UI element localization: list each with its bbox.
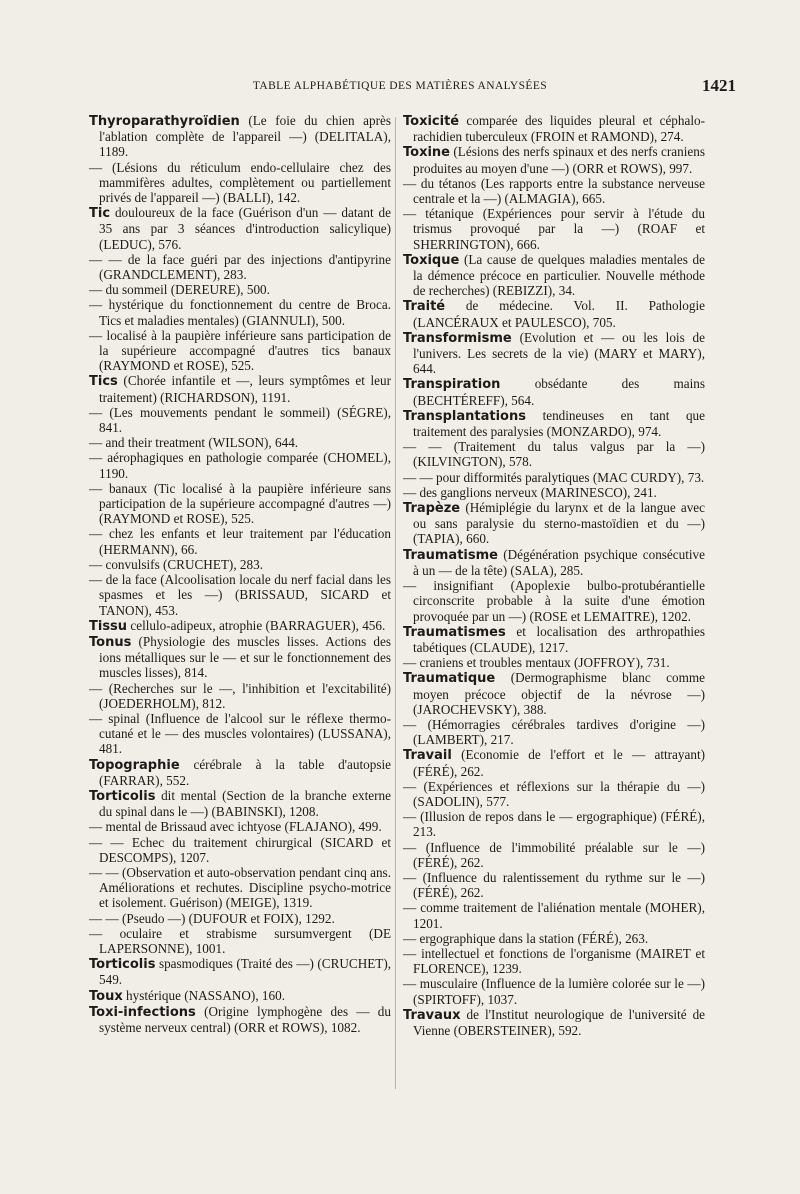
page-header [60, 76, 740, 100]
index-entry [89, 681, 391, 711]
entry-text: (Chorée infantile et —, leurs symptômes et leur traitement) (RICHARDSON), 1191. [99, 373, 391, 405]
index-entry [403, 500, 705, 547]
index-entry [403, 779, 705, 809]
entry-headword: Topographie [89, 757, 180, 773]
index-entry [89, 252, 391, 282]
entry-headword: Travail [403, 748, 452, 764]
entry-text: de médecine. Vol. II. Pathologie (LANCÉRAUX et PAULESCO), 705. [413, 298, 705, 330]
page-number: 1421 [702, 76, 736, 95]
entry-text: — (Hémorragies cérébrales tardives d'origine —) (LAMBERT), 217. [403, 716, 705, 748]
index-entry [89, 450, 391, 480]
right-column [403, 113, 705, 1038]
index-entry [89, 557, 391, 572]
index-entry [403, 252, 705, 299]
index-entry [403, 717, 705, 747]
index-entry [89, 481, 391, 527]
entry-text: — — pour difformités paralytiques (MAC CURDY), 73. [403, 469, 705, 485]
index-entry [89, 634, 391, 681]
entry-text: (Dégénération psychique consécutive à un — de la tête) (SALA), 285. [413, 546, 705, 578]
index-entry [403, 144, 705, 175]
entry-headword: Traumatisme [403, 547, 498, 563]
index-entry [403, 840, 705, 870]
entry-headword: Torticolis [89, 788, 156, 804]
entry-headword: Tissu [89, 618, 128, 634]
entry-text: (Evolution et — ou les lois de l'univers. Les secrets de la vie) (MARY et MARY), 644. [413, 329, 706, 377]
entry-headword: Toxique [403, 252, 460, 268]
entry-text: — (Illusion de repos dans le — ergographique) (FÉRÉ), 213. [403, 809, 705, 840]
index-entry [89, 926, 391, 956]
entry-headword: Travaux [403, 1007, 461, 1023]
entry-text: — ergographique dans la station (FÉRÉ), 263. [403, 930, 649, 946]
entry-text: — (Recherches sur le —, l'inhibition et l'excitabilité) (JOEDERHOLM), 812. [89, 680, 391, 711]
index-entry [403, 376, 705, 407]
entry-text: — chez les enfants et leur traitement par l'éducation (HERMANN), 66. [89, 526, 391, 557]
entry-text: — insignifiant (Apoplexie bulbo-protubérantielle circonscrite probable à la suite d'une émotion provoquée par un —) (ROSE et LEMAITRE), 1202. [403, 578, 705, 624]
index-entry [89, 819, 391, 834]
index-entry [89, 435, 391, 450]
index-entry [403, 547, 705, 578]
index-entry [403, 176, 705, 206]
entry-text: (Le foie du chien après l'ablation complète de l'appareil —) (DELITALA), 1189. [99, 113, 392, 160]
index-entry [403, 439, 705, 469]
entry-text: obsédante des mains (BECHTÉREFF), 564. [413, 376, 706, 408]
index-entry [89, 911, 391, 926]
entry-text: — aérophagiques en pathologie comparée (CHOMEL), 1190. [89, 450, 391, 481]
entry-text: — — (Traitement du talus valgus par la —) (KILVINGTON), 578. [403, 439, 705, 470]
entry-headword: Tic [89, 206, 111, 222]
index-entry [89, 1004, 391, 1035]
entry-text: — and their treatment (WILSON), 644. [89, 435, 299, 451]
index-entry [89, 618, 391, 634]
index-entry [403, 298, 705, 329]
entry-headword: Thyroparathyroïdien [89, 114, 240, 129]
index-entry [403, 330, 705, 377]
entry-headword: Traumatismes [403, 624, 506, 640]
index-entry [89, 835, 391, 865]
index-entry [89, 373, 391, 404]
index-entry [89, 757, 391, 788]
entry-text: douloureux de la face (Guérison d'un — datant de 35 ans par 3 séances d'introduction salicylique) (LEDUC), 576. [99, 205, 392, 252]
entry-text: — mental de Brissaud avec ichtyose (FLAJANO), 499. [89, 819, 382, 835]
entry-text: (Dermographisme blanc comme moyen précoce objectif de la névrose —) (JAROCHEVSKY), 388. [413, 670, 705, 717]
entry-text: — de la face (Alcoolisation locale du nerf facial dans les spasmes et les —) (BRISSAUD, SICARD et TANON), 453. [89, 572, 391, 618]
index-entry [403, 206, 705, 252]
index-entry [403, 470, 705, 485]
entry-headword: Transplantations [403, 408, 526, 424]
entry-text: — musculaire (Influence de la lumière colorée sur le —) (SPIRTOFF), 1037. [403, 976, 705, 1007]
entry-text: — — (Pseudo —) (DUFOUR et FOIX), 1292. [89, 910, 335, 926]
entry-text: — (Les mouvements pendant le sommeil) (SÉGRE), 841. [89, 404, 391, 436]
entry-text: — (Expériences et réflexions sur la thérapie du —) (SADOLIN), 577. [403, 778, 705, 809]
entry-headword: Toxicité [403, 114, 460, 129]
index-entry [403, 655, 705, 670]
entry-text: — comme traitement de l'aliénation mentale (MOHER), 1201. [403, 900, 705, 931]
entry-text: (La cause de quelques maladies mentales de la démence précoce en particulier. Nouvelle méthode de recherches) (REBIZZI), 34. [413, 251, 705, 299]
index-entry [89, 328, 391, 374]
index-entry [89, 297, 391, 327]
entry-text: — — Echec du traitement chirurgical (SICARD et DESCOMPS), 1207. [89, 834, 391, 865]
entry-headword: Trapèze [403, 501, 461, 517]
entry-headword: Traité [403, 299, 446, 315]
entry-text: spasmodiques (Traité des —) (CRUCHET), 549. [99, 956, 392, 988]
entry-headword: Toxine [403, 145, 450, 161]
index-entry [89, 711, 391, 757]
index-entry [403, 113, 705, 144]
entry-text: — tétanique (Expériences pour servir à l'étude du trismus provoqué par la —) (ROAF et SHERRINGTON), 666. [403, 206, 705, 252]
index-entry [89, 160, 391, 206]
entry-text: et localisation des arthropathies tabétiques (CLAUDE), 1217. [413, 623, 705, 655]
entry-text: — localisé à la paupière inférieure sans participation de la supérieure accompagné d'autres tics banaux (RAYMOND et ROSE), 525. [89, 327, 391, 374]
entry-text: — (Influence du ralentissement du rythme sur le —) (FÉRÉ), 262. [403, 869, 705, 901]
entry-text: dit mental (Section de la branche externe du spinal dans le —) (BABINSKI), 1208. [99, 787, 392, 820]
entry-text: — du sommeil (DEREURE), 500. [89, 282, 270, 298]
entry-text: — hystérique du fonctionnement du centre de Broca. Tics et maladies mentales) (GIANNULI), 500. [89, 297, 391, 328]
entry-text: — spinal (Influence de l'alcool sur le réflexe thermo-cutané et le — des muscles volontaires) (LUSSANA), 481. [89, 710, 391, 757]
entry-text: — — (Observation et auto-observation pendant cinq ans. Améliorations et rechutes. Discipline psycho-motrice et isolement. Guérison) (MEIGE), 1319. [89, 864, 391, 911]
index-entry [89, 205, 391, 252]
index-entry [89, 113, 391, 160]
index-entry [89, 956, 391, 987]
index-entry [403, 900, 705, 930]
entry-text: comparée des liquides pleural et céphalo-rachidien tuberculeux (FROIN et RAMOND), 274. [413, 113, 705, 145]
entry-text: (Origine lymphogène des — du système nerveux central) (ORR et ROWS), 1082. [99, 1003, 391, 1035]
index-entry [403, 747, 705, 778]
index-entry [89, 865, 391, 911]
index-entry [403, 1007, 705, 1038]
entry-headword: Transformisme [403, 330, 512, 346]
index-entry [403, 485, 705, 500]
index-entry [89, 788, 391, 819]
entry-headword: Torticolis [89, 957, 156, 973]
entry-text: (Physiologie des muscles lisses. Actions des ions métalliques sur le — et sur le fonctionnement des muscles lisses), 814. [99, 633, 391, 681]
entry-text: — (Influence de l'immobilité préalable sur le —) (FÉRÉ), 262. [403, 839, 705, 870]
entry-text: (Hémiplégie du larynx et de la langue avec ou sans paralysie du sterno-mastoïdien et du —) (TAPIA), 660. [413, 500, 706, 547]
index-entry [403, 578, 705, 624]
entry-headword: Toxi-infections [89, 1004, 196, 1020]
index-entry [403, 931, 705, 946]
index-entry [403, 976, 705, 1006]
entry-headword: Transpiration [403, 377, 501, 393]
entry-text: — banaux (Tic localisé à la paupière inférieure sans participation de la supérieure accompagné d'autres —) (RAYMOND et ROSE), 525. [89, 480, 391, 527]
index-entry [89, 405, 391, 435]
entry-text: (Economie de l'effort et le — attrayant) (FÉRÉ), 262. [413, 747, 705, 779]
index-entry [403, 624, 705, 655]
entry-text: — du tétanos (Les rapports entre la substance nerveuse centrale et la —) (ALMAGIA), 665. [403, 175, 705, 207]
entry-text: cérébrale à la table d'autopsie (FARRAR), 552. [99, 756, 391, 788]
entry-text: tendineuses en tant que traitement des paralysies (MONZARDO), 974. [413, 407, 706, 440]
entry-headword: Tics [89, 374, 118, 390]
entry-text: cellulo-adipeux, atrophie (BARRAGUER), 456. [130, 617, 386, 633]
index-entry [89, 282, 391, 297]
entry-text: de l'Institut neurologique de l'université de Vienne (OBERSTEINER), 592. [413, 1006, 706, 1038]
index-entry [89, 526, 391, 556]
entry-text: (Lésions des nerfs spinaux et des nerfs craniens produites au moyen d'une —) (ORR et ROWS), 997. [413, 144, 705, 176]
left-column [89, 113, 391, 1035]
index-entry [403, 670, 705, 717]
index-columns [89, 113, 709, 1113]
index-entry [89, 988, 391, 1004]
column-divider [395, 117, 396, 1089]
index-entry [403, 946, 705, 976]
index-entry [403, 408, 705, 439]
entry-text: — convulsifs (CRUCHET), 283. [89, 556, 263, 572]
entry-headword: Traumatique [403, 671, 496, 687]
entry-text: — oculaire et strabisme sursumvergent (DE LAPERSONNE), 1001. [89, 925, 391, 956]
entry-text: — — de la face guéri par des injections d'antipyrine (GRANDCLEMENT), 283. [89, 251, 391, 283]
entry-text: — des ganglions nerveux (MARINESCO), 241. [403, 484, 657, 500]
entry-text: hystérique (NASSANO), 160. [126, 987, 285, 1003]
entry-text: — (Lésions du réticulum endo-cellulaire chez des mammifères adultes, complètement ou partiellement privés de l'appareil —) (BALLI), 142. [89, 159, 391, 206]
index-entry [403, 870, 705, 900]
index-entry [403, 809, 705, 839]
entry-text: — intellectuel et fonctions de l'organisme (MAIRET et FLORENCE), 1239. [403, 945, 705, 977]
entry-headword: Toux [89, 988, 123, 1004]
entry-headword: Tonus [89, 634, 132, 650]
running-title: TABLE ALPHABÉTIQUE DES MATIÈRES ANALYSÉES [252, 80, 548, 92]
entry-text: — craniens et troubles mentaux (JOFFROY), 731. [403, 655, 670, 671]
index-entry [89, 572, 391, 618]
